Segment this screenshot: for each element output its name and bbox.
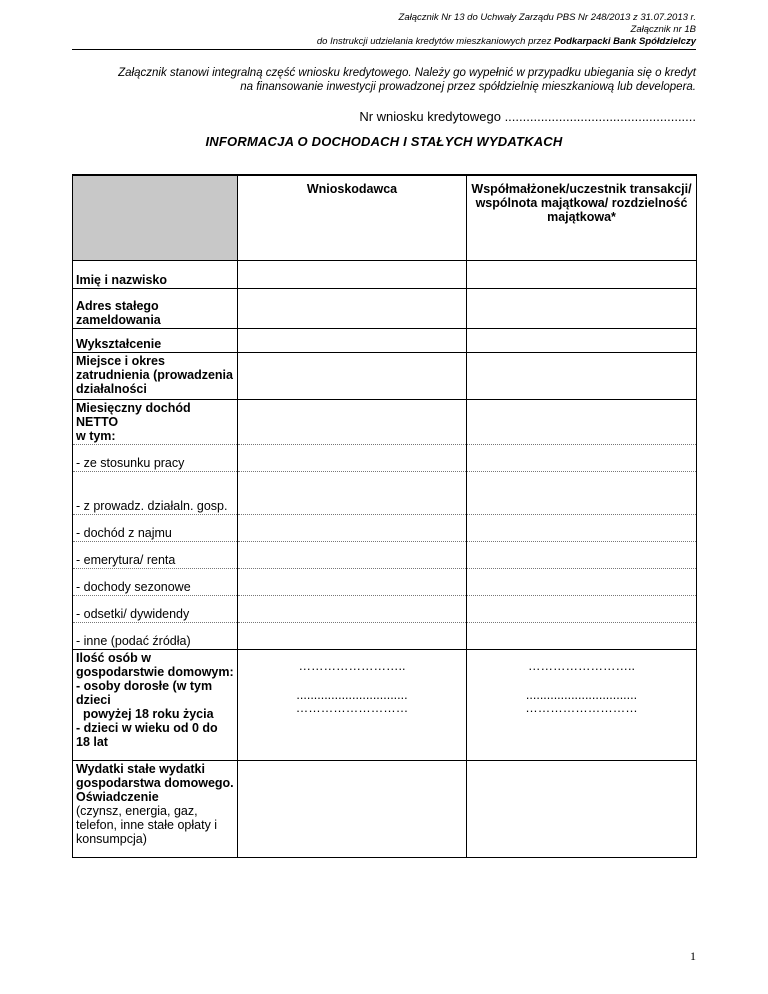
household-label-line3: powyżej 18 roku życia <box>76 706 214 721</box>
table-row-name <box>73 260 697 288</box>
applicant-income-cell[interactable] <box>238 399 467 444</box>
header-bank-name: Podkarpacki Bank Spółdzielczy <box>553 36 696 47</box>
header-divider <box>72 49 696 50</box>
header-blank-cell <box>73 175 238 260</box>
applicant-business-income-cell[interactable] <box>238 471 467 514</box>
spouse-household-dots1: …………………….. <box>528 658 635 673</box>
document-title: INFORMACJA O DOCHODACH I STAŁYCH WYDATKACH <box>205 134 563 149</box>
applicant-seasonal-cell[interactable] <box>238 568 467 595</box>
header-attachment-line: Załącznik Nr 13 do Uchwały Zarządu PBS Nr 248/2013 z 31.07.2013 r. <box>398 12 696 23</box>
header-instruction-text: do Instrukcji udzielania kredytów mieszkaniowych przez <box>316 36 554 47</box>
spouse-name-cell[interactable] <box>467 260 697 288</box>
spouse-rental-income-cell[interactable] <box>467 514 697 541</box>
applicant-household-dots3: ……………………… <box>295 700 409 715</box>
spouse-education-cell[interactable] <box>467 328 697 352</box>
spouse-pension-cell[interactable] <box>467 541 697 568</box>
expenses-label-line2: Oświadczenie <box>76 789 159 804</box>
spouse-household-dots3: ……………………… <box>525 700 638 715</box>
column-header-spouse: Współmałżonek/uczestnik transakcji/ wspólnota majątkowa/ rozdzielność majątkowa* <box>467 175 697 260</box>
spouse-address-cell[interactable] <box>467 288 697 328</box>
spouse-seasonal-cell[interactable] <box>467 568 697 595</box>
applicant-education-cell[interactable] <box>238 328 467 352</box>
expenses-label-line1: Wydatki stałe wydatki gospodarstwa domowego. <box>76 761 234 790</box>
table-row-other-income <box>73 622 697 649</box>
applicant-rental-income-cell[interactable] <box>238 514 467 541</box>
applicant-pension-cell[interactable] <box>238 541 467 568</box>
applicant-other-income-cell[interactable] <box>238 622 467 649</box>
applicant-expenses-cell[interactable] <box>238 760 467 857</box>
applicant-employment-cell[interactable] <box>238 352 467 399</box>
row-label-address: Adres stałego zameldowania <box>73 288 238 328</box>
row-label-pension: - emerytura/ renta <box>73 541 238 568</box>
income-expenses-table <box>72 174 697 858</box>
attachment-note-line1: Załącznik stanowi integralną część wniosku kredytowego. Należy go wypełnić w przypadku ubiegania się o kredyt <box>118 67 696 79</box>
spouse-household-dots2: ................................ <box>525 687 638 702</box>
applicant-employment-income-cell[interactable] <box>238 444 467 471</box>
row-label-household <box>73 649 238 760</box>
column-header-applicant: Wnioskodawca <box>238 175 467 260</box>
household-label-line1: Ilość osób w gospodarstwie domowym: <box>76 650 234 679</box>
row-label-rental-income: - dochód z najmu <box>73 514 238 541</box>
row-label-expenses <box>73 760 238 857</box>
row-label-employment-income: - ze stosunku pracy <box>73 444 238 471</box>
row-label-employment: Miejsce i okres zatrudnienia (prowadzenia działalności <box>73 352 238 399</box>
spouse-employment-income-cell[interactable] <box>467 444 697 471</box>
row-label-education: Wykształcenie <box>73 328 238 352</box>
spouse-expenses-cell[interactable] <box>467 760 697 857</box>
table-row-income <box>73 399 697 444</box>
row-label-seasonal: - dochody sezonowe <box>73 568 238 595</box>
table-row-household <box>73 649 697 760</box>
table-row-business-income <box>73 471 697 514</box>
table-row-education <box>73 328 697 352</box>
table-row-seasonal <box>73 568 697 595</box>
header-instruction-line <box>317 36 696 47</box>
table-row-employment-income <box>73 444 697 471</box>
page-number: 1 <box>690 949 696 963</box>
household-label-line2: - osoby dorosłe (w tym dzieci <box>76 678 213 707</box>
applicant-household-dots2: ................................ <box>296 687 408 702</box>
table-row-pension <box>73 541 697 568</box>
income-label-line2: NETTO <box>76 414 119 429</box>
table-row-employment <box>73 352 697 399</box>
spouse-household-cell[interactable] <box>467 649 697 760</box>
income-label-line1: Miesięczny dochód <box>76 400 191 415</box>
income-label-line3: w tym: <box>76 428 116 443</box>
row-label-income <box>73 399 238 444</box>
expenses-label-line3: (czynsz, energia, gaz, telefon, inne stałe opłaty i konsumpcja) <box>76 803 218 846</box>
row-label-interest: - odsetki/ dywidendy <box>73 595 238 622</box>
row-label-business-income: - z prowadz. działaln. gosp. <box>73 471 238 514</box>
attachment-note <box>72 66 696 94</box>
household-label-line4: - dzieci w wieku od 0 do 18 lat <box>76 720 218 749</box>
table-row-rental-income <box>73 514 697 541</box>
table-row-expenses <box>73 760 697 857</box>
application-number-field[interactable]: Nr wniosku kredytowego ..................................................... <box>359 109 696 124</box>
header-attachment-number: Załącznik nr 1B <box>630 24 696 35</box>
spouse-other-income-cell[interactable] <box>467 622 697 649</box>
applicant-address-cell[interactable] <box>238 288 467 328</box>
row-label-other-income: - inne (podać źródła) <box>73 622 238 649</box>
spouse-interest-cell[interactable] <box>467 595 697 622</box>
applicant-interest-cell[interactable] <box>238 595 467 622</box>
spouse-business-income-cell[interactable] <box>467 471 697 514</box>
row-label-name: Imię i nazwisko <box>73 260 238 288</box>
applicant-household-cell[interactable] <box>238 649 467 760</box>
applicant-household-dots1: …………………….. <box>298 658 406 673</box>
table-header-row <box>73 175 697 260</box>
spouse-income-cell[interactable] <box>467 399 697 444</box>
spouse-employment-cell[interactable] <box>467 352 697 399</box>
applicant-name-cell[interactable] <box>238 260 467 288</box>
table-row-address <box>73 288 697 328</box>
table-row-interest <box>73 595 697 622</box>
attachment-note-line2: na finansowanie inwestycji prowadzonej przez spółdzielnię mieszkaniową lub developera. <box>240 81 696 93</box>
